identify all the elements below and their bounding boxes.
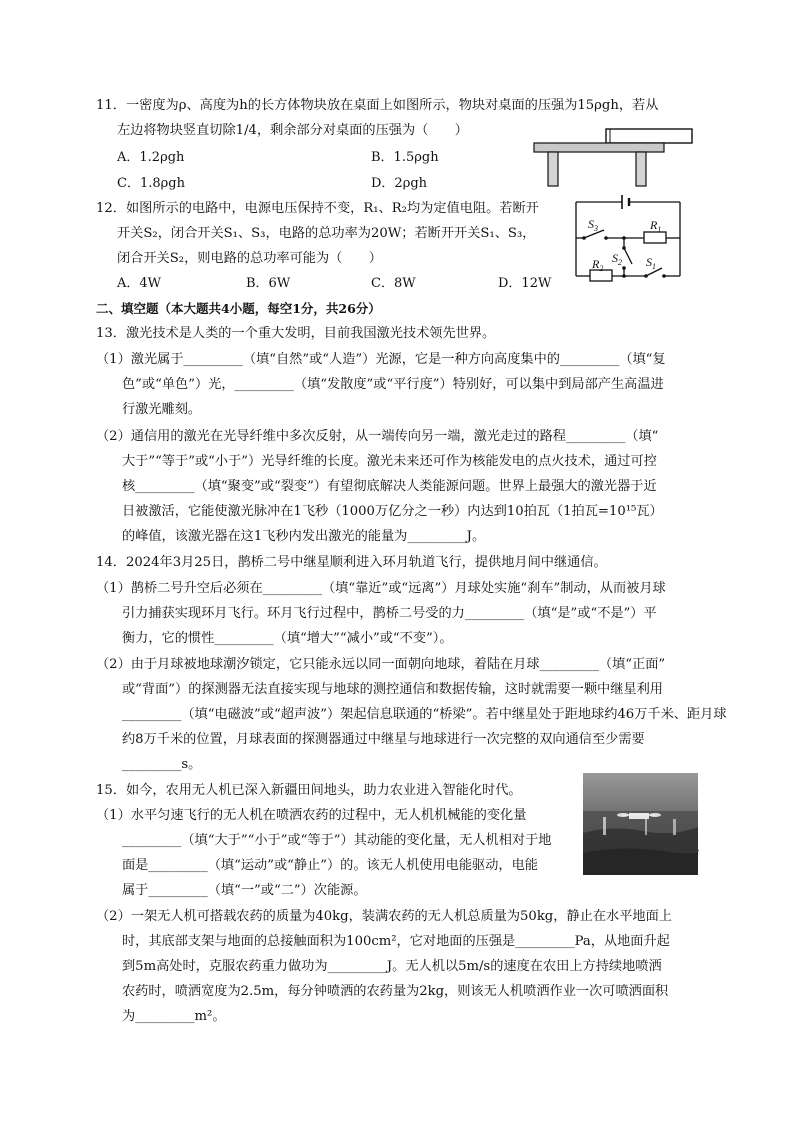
q11-line-2: 左边将物块竖直切除1/4，剩余部分对桌面的压强为（ ）	[117, 123, 468, 138]
q12-line-3: 闭合开关S₂，则电路的总功率可能为（ ）	[117, 251, 382, 266]
s1-label: $S_1$	[646, 255, 656, 271]
q13-line-5: （2）通信用的激光在光导纤维中多次反射，从一端传向另一端，激光走过的路程_________（填“	[96, 429, 659, 444]
section-heading-fill-in: 二、填空题（本大题共4小题，每空1分，共26分）	[96, 301, 381, 316]
q13-line-8: 日被激活，它能使激光脉冲在1飞秒（1000万亿分之一秒）内达到10拍瓦（1拍瓦=10¹⁵瓦）	[122, 504, 663, 519]
q11-option-c: C．1.8ρgh	[117, 176, 185, 191]
q13-line-9: 的峰值，该激光器在这1飞秒内发出激光的能量为_________J。	[122, 529, 486, 544]
q15-line-2: （1）水平匀速飞行的无人机在喷洒农药的过程中，无人机机械能的变化量	[96, 808, 527, 823]
q13-line-4: 行激光雕刻。	[122, 402, 202, 417]
q12-option-d: D．12W	[498, 276, 552, 291]
q13-line-6: 大于”“等于”或“小于”）光导纤维的长度。激光未来还可作为核能发电的点火技术，通过可控	[122, 454, 657, 469]
s2-label: $S_2$	[612, 251, 622, 267]
q15-line-4: 面是_________（填“运动”或“静止”）的。该无人机使用电能驱动，电能	[122, 858, 538, 873]
q14-line-8: 约8万千米的位置，月球表面的探测器通过中继星与地球进行一次完整的双向通信至少需要	[122, 732, 645, 747]
q14-line-6: 或“背面”）的探测器无法直接实现与地球的测控通信和数据传输，这时就需要一颗中继星利用	[122, 682, 663, 697]
q15-line-8: 到5m高处时，克服农药重力做功为_________J。无人机以5m/s的速度在农田上方持续地喷洒	[122, 959, 662, 974]
q12-line-2: 开关S₂，闭合开关S₁、S₃，电路的总功率为20W；若断开开关S₁、S₃，	[117, 226, 536, 241]
q13-line-1: 13．激光技术是人类的一个重大发明，目前我国激光技术领先世界。	[96, 326, 496, 341]
q15-line-7: 时，其底部支架与地面的总接触面积为100cm²，它对地面的压强是_________Pa，从地面升起	[122, 934, 670, 949]
q13-line-3: 色”或“单色”）光，_________（填“发散度”或“平行度”）特别好，可以集中到局部产生高温进	[122, 377, 664, 392]
q14-line-2: （1）鹊桥二号升空后必须在_________（填“靠近”或“远离”）月球处实施“刹车”制动，从而被月球	[96, 581, 666, 596]
q14-line-3: 引力捕获实现环月飞行。环月飞行过程中，鹊桥二号受的力_________（填“是”或“不是”）平	[122, 606, 657, 621]
q14-line-1: 14．2024年3月25日，鹊桥二号中继星顺利进入环月轨道飞行，提供地月间中继通信。	[96, 555, 607, 570]
q14-line-4: 衡力，它的惯性_________（填“增大”“减小”或“不变”）。	[122, 631, 453, 646]
block-on-table-figure	[530, 126, 700, 192]
q11-line-1: 11．一密度为ρ、高度为h的长方体物块放在桌面上如图所示，物块对桌面的压强为15ρgh，若从	[96, 98, 659, 113]
q14-line-5: （2）由于月球被地球潮汐锁定，它只能永远以同一面朝向地球，着陆在月球_________（填“正面”	[96, 657, 666, 672]
q15-line-6: （2）一架无人机可搭载农药的质量为40kg，装满农药的无人机总质量为50kg，静止在水平地面上	[96, 909, 672, 924]
q15-line-3: _________（填“大于”“小于”或“等于”）其动能的变化量，无人机相对于地	[122, 833, 552, 848]
r1-label: $R_1$	[650, 218, 662, 234]
tabletop-shape	[534, 143, 664, 152]
q12-option-b: B．6W	[246, 276, 291, 291]
block-shape	[606, 129, 692, 143]
q13-line-2: （1）激光属于_________（填“自然”或“人造”）光源，它是一种方向高度集中的_________（填“复	[96, 352, 666, 367]
q12-option-a: A．4W	[117, 276, 162, 291]
q13-line-7: 核_________（填“聚变”或“裂变”）有望彻底解决人类能源问题。世界上最强大的激光器于近	[122, 479, 657, 494]
q12-option-c: C．8W	[371, 276, 416, 291]
s3-label: $S_3$	[588, 217, 598, 233]
q15-line-5: 属于_________（填“一”或“二”）次能源。	[122, 883, 367, 898]
q15-line-9: 农药时，喷洒宽度为2.5m，每分钟喷洒的农药量为2kg，则该无人机喷洒作业一次可喷洒面积	[122, 984, 669, 999]
q11-option-a: A．1.2ρgh	[117, 150, 185, 165]
table-leg-right	[636, 152, 646, 186]
circuit-diagram	[566, 192, 688, 288]
q12-line-1: 12．如图所示的电路中，电源电压保持不变，R₁、R₂均为定值电阻。若断开	[96, 201, 539, 216]
q11-option-d: D．2ρgh	[371, 176, 428, 191]
q14-line-9: _________s。	[122, 757, 202, 772]
table-leg-left	[548, 152, 558, 186]
q11-option-b: B．1.5ρgh	[371, 150, 439, 165]
r2-label: $R_2$	[592, 257, 604, 273]
drone-photo	[583, 773, 698, 875]
q15-line-1: 15．如今，农用无人机已深入新疆田间地头，助力农业进入智能化时代。	[96, 783, 522, 798]
q15-line-10: 为_________m²。	[122, 1009, 226, 1024]
q14-line-7: _________（填“电磁波”或“超声波”）架起信息联通的“桥梁”。若中继星处于距地球约46万千米、距月球	[122, 707, 727, 722]
